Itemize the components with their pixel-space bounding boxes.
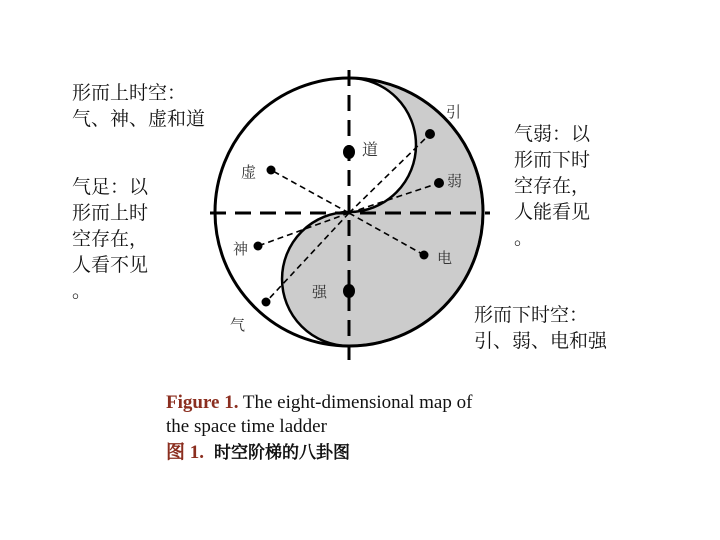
- text-metaphysical-spacetime: [72, 80, 205, 132]
- text-line: 空存在，: [514, 175, 591, 197]
- label-xu: 虚: [241, 163, 257, 181]
- text-line: 人看不见: [72, 254, 149, 276]
- figure-caption-line1: [166, 391, 472, 415]
- text-line: 。: [514, 227, 534, 249]
- figure-label-cn: 图 1.: [166, 442, 205, 463]
- label-ruo: 弱: [447, 172, 463, 190]
- text-line: 。: [72, 280, 92, 302]
- dot-shen: [254, 242, 263, 251]
- label-dian: 电: [437, 249, 453, 267]
- label-qiang: 强: [312, 283, 328, 301]
- text-line: 形而下时: [514, 149, 591, 171]
- dot-ruo: [434, 178, 444, 188]
- text-line: 引、弱、电和强: [474, 330, 608, 352]
- label-qi: 气: [230, 316, 246, 334]
- label-shen: 神: [233, 240, 249, 258]
- text-line: 气、神、虚和道: [72, 108, 206, 130]
- text-line: 形而下时空：: [474, 304, 589, 326]
- text-physical-spacetime: [474, 302, 607, 354]
- dot-dao: [343, 145, 355, 159]
- label-yin: 引: [446, 103, 462, 121]
- figure-label: Figure 1.: [166, 392, 239, 413]
- figure-caption-cn: [166, 441, 350, 465]
- caption-text: The eight-dimensional map of: [238, 392, 473, 413]
- label-dao: 道: [362, 140, 379, 159]
- caption-cn-text: 时空阶梯的八卦图: [214, 443, 351, 463]
- text-qi-weak: [514, 121, 590, 251]
- dot-xu: [267, 166, 276, 175]
- text-line: 形而上时空：: [72, 82, 187, 104]
- dot-dian: [420, 251, 429, 260]
- dot-qi: [262, 298, 271, 307]
- dot-yin: [425, 129, 435, 139]
- figure-caption-line2: the space time ladder: [166, 416, 327, 437]
- text-line: 人能看见: [514, 201, 591, 223]
- text-line: 气足：以: [72, 176, 149, 198]
- text-line: 气弱：以: [514, 123, 591, 145]
- text-line: 形而上时: [72, 202, 149, 224]
- text-qi-sufficient: [72, 174, 148, 304]
- text-line: 空存在，: [72, 228, 149, 250]
- dot-qiang: [343, 284, 355, 298]
- spoke-xu: [271, 170, 349, 213]
